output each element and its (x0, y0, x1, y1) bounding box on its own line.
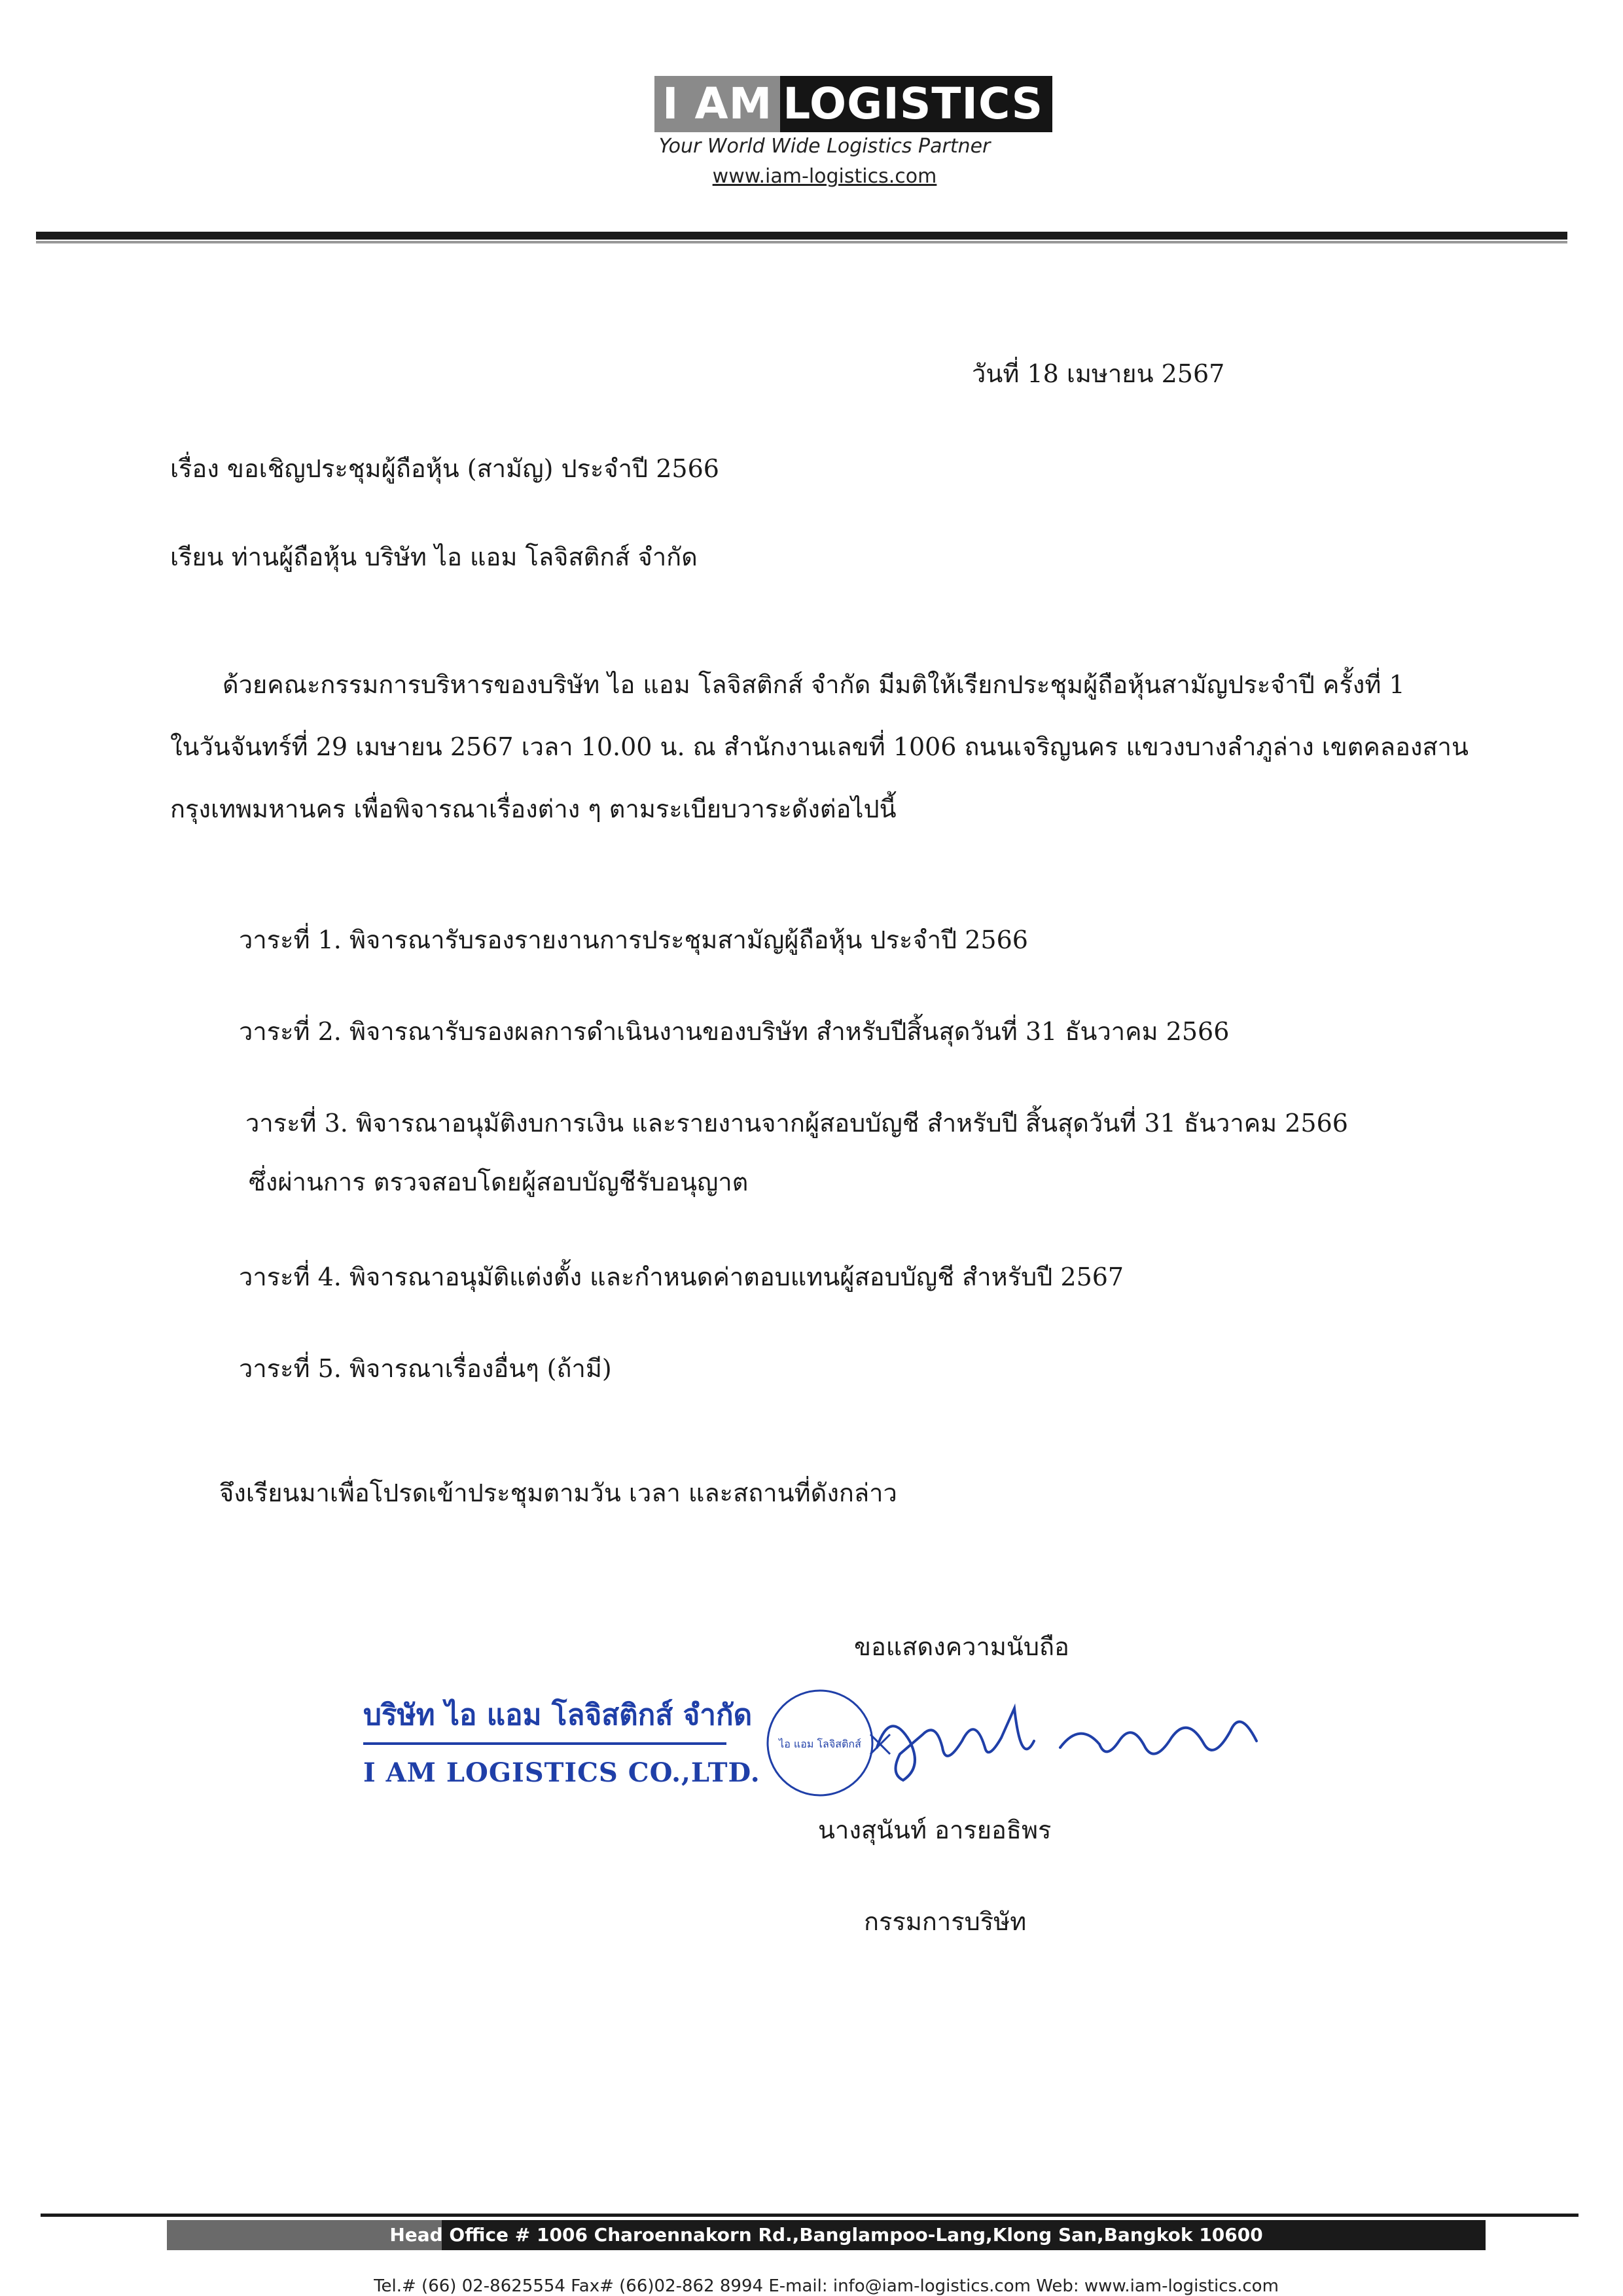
company-stamp-underline (363, 1742, 726, 1745)
body-line-2: ในวันจันทร์ที่ 29 เมษายน 2567 เวลา 10.00 น. ณ สำนักงานเลขที่ 1006 ถนนเจริญนคร แขวงบางลำภูล่าง เขตคลองสาน (170, 732, 1469, 761)
signer-name: นางสุนันท์ อารยอธิพร (818, 1816, 1052, 1844)
company-stamp-thai: บริษัท ไอ แอม โลจิสติกส์ จำกัด (363, 1698, 753, 1732)
company-seal-icon (764, 1687, 876, 1799)
company-logo (654, 76, 1052, 132)
body-line-3: กรุงเทพมหานคร เพื่อพิจารณาเรื่องต่าง ๆ ตามระเบียบวาระดังต่อไปนี้ (170, 795, 897, 823)
agenda-item-2: วาระที่ 2. พิจารณารับรองผลการดำเนินงานของบริษัท สำหรับปีสิ้นสุดวันที่ 31 ธันวาคม 2566 (239, 1017, 1230, 1046)
letter-recipient: เรียน ท่านผู้ถือหุ้น บริษัท ไอ แอม โลจิสติกส์ จำกัด (170, 543, 698, 571)
footer-head-office: Head Office # 1006 Charoennakorn Rd.,Banglampoo-Lang,Klong San,Bangkok 10600 (389, 2224, 1263, 2246)
footer-divider (41, 2214, 1578, 2217)
closing-line: จึงเรียนมาเพื่อโปรดเข้าประชุมตามวัน เวลา และสถานที่ดังกล่าว (219, 1479, 897, 1507)
tagline: Your World Wide Logistics Partner (658, 135, 991, 158)
website-link[interactable]: www.iam-logistics.com (712, 165, 937, 188)
footer-contact: Tel.# (66) 02-8625554 Fax# (66)02-862 8994 E-mail: info@iam-logistics.com Web: www.iam-logistics.com (374, 2276, 1279, 2296)
logo-part-logistics: LOGISTICS (780, 76, 1052, 132)
body-line-1: ด้วยคณะกรรมการบริหารของบริษัท ไอ แอม โลจิสติกส์ จำกัด มีมติให้เรียกประชุมผู้ถือหุ้นสามัญประจำปี ครั้งที่ 1 (223, 670, 1405, 699)
letter-subject: เรื่อง ขอเชิญประชุมผู้ถือหุ้น (สามัญ) ประจำปี 2566 (170, 454, 719, 483)
header-divider (36, 232, 1567, 240)
letter-date: วันที่ 18 เมษายน 2567 (972, 359, 1225, 388)
agenda-item-3: วาระที่ 3. พิจารณาอนุมัติงบการเงิน และรายงานจากผู้สอบบัญชี สำหรับปี สิ้นสุดวันที่ 31 ธันวาคม 2566 (245, 1109, 1348, 1138)
agenda-item-3-continued: ซึ่งผ่านการ ตรวจสอบโดยผู้สอบบัญชีรับอนุญาต (249, 1168, 749, 1196)
company-stamp-english: I AM LOGISTICS CO.,LTD. (363, 1757, 760, 1788)
agenda-item-4: วาระที่ 4. พิจารณาอนุมัติแต่งตั้ง และกำหนดค่าตอบแทนผู้สอบบัญชี สำหรับปี 2567 (239, 1263, 1124, 1291)
signature-icon (864, 1669, 1270, 1800)
signer-position: กรรมการบริษัท (864, 1907, 1027, 1936)
agenda-item-5: วาระที่ 5. พิจารณาเรื่องอื่นๆ (ถ้ามี) (239, 1354, 612, 1383)
header-divider-shadow (36, 241, 1567, 243)
seal-text: ไอ แอม โลจิสติกส์ (779, 1738, 861, 1750)
regards: ขอแสดงความนับถือ (854, 1632, 1069, 1661)
agenda-item-1: วาระที่ 1. พิจารณารับรองรายงานการประชุมสามัญผู้ถือหุ้น ประจำปี 2566 (239, 925, 1028, 954)
logo-part-iam: I AM (654, 76, 780, 132)
